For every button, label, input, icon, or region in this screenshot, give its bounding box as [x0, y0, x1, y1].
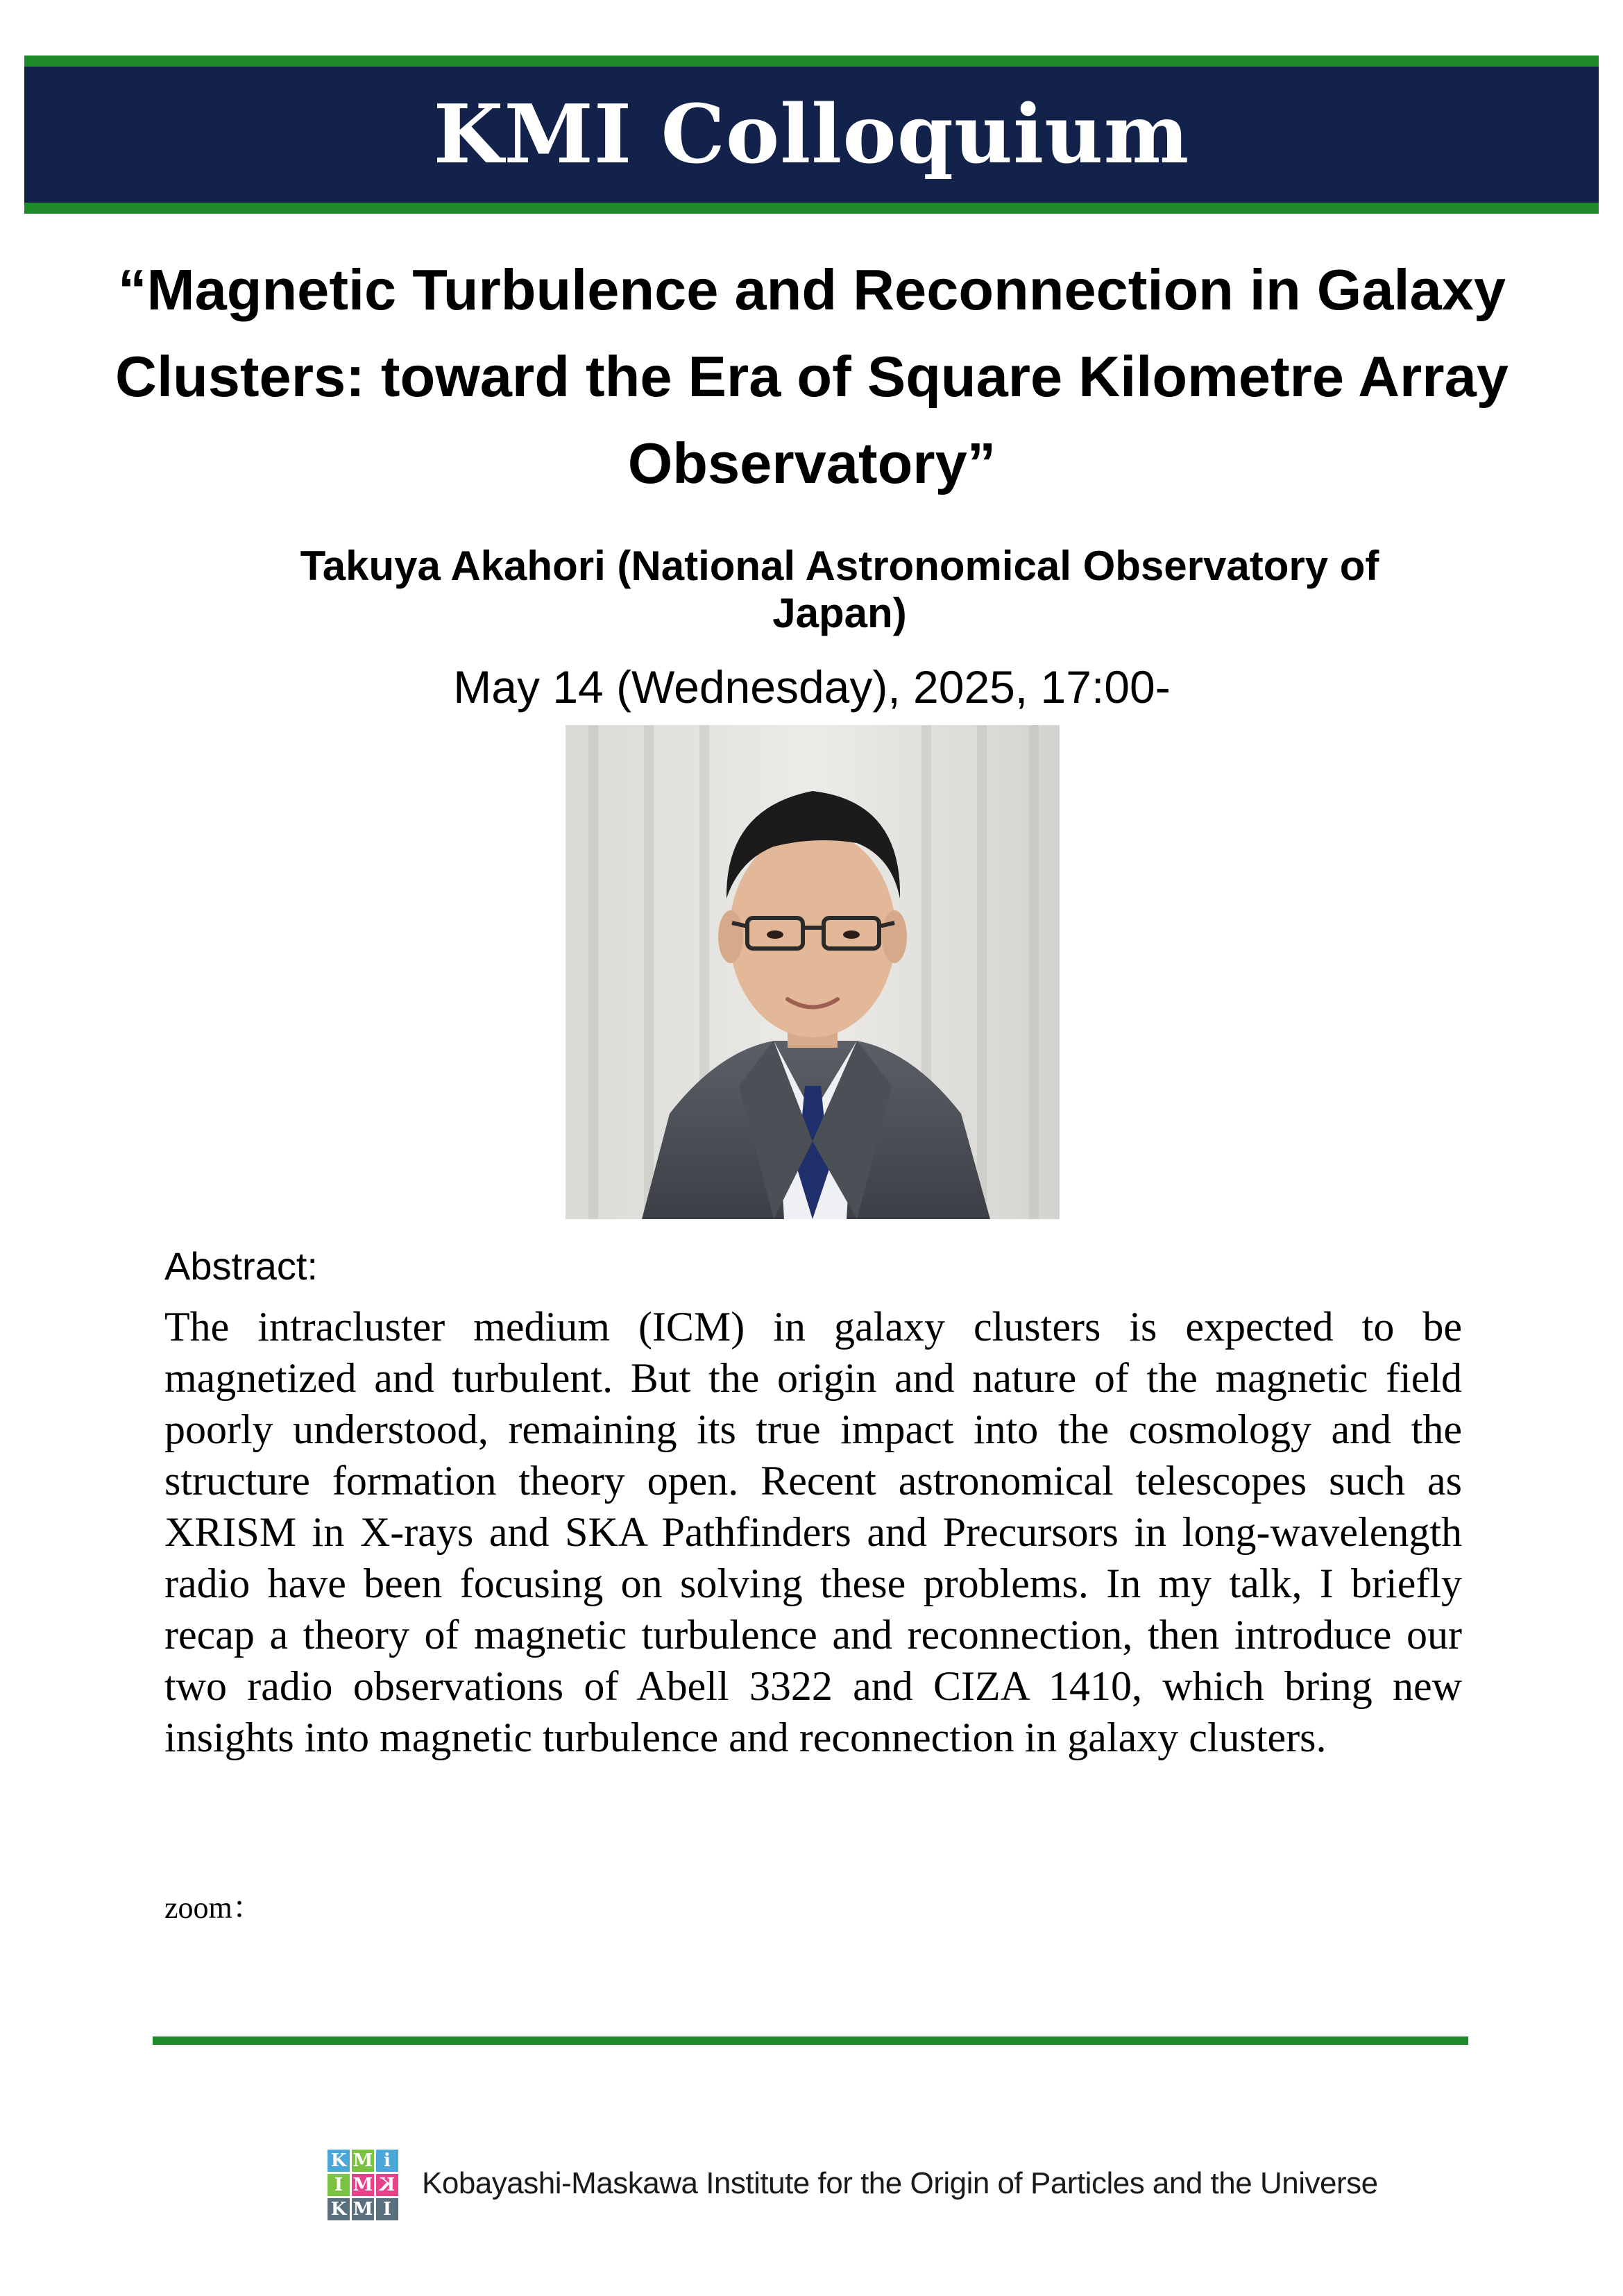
kmi-logo-cell: K [328, 2150, 350, 2172]
kmi-logo-cell: M [352, 2150, 373, 2171]
kmi-logo [328, 2150, 398, 2220]
talk-title-line: Clusters: toward the Era of Square Kilometre Array [115, 344, 1509, 409]
abstract-heading: Abstract: [164, 1244, 318, 1288]
abstract-text: The intracluster medium (ICM) in galaxy clusters is expected to be magnetized and turbulent. But the origin and nature of the magnetic field poorly understood, remaining its true impact into the cosmology and the structure formation theory open. Recent astronomical telescopes such as XRISM in X-rays and SKA Pathfinders and Precursors in long-wavelength radio have been focusing on solving these problems. In my talk, I briefly recap a theory of magnetic turbulence and reconnection, then introduce our two radio observations of Abell 3322 and CIZA 1410, which bring new insights into magnetic turbulence and reconnection in galaxy clusters. [164, 1304, 1462, 1760]
kmi-logo-cell: I [376, 2198, 398, 2220]
zoom-label: zoom： [164, 1891, 263, 1925]
institute-name: Kobayashi-Maskawa Institute for the Origin of Particles and the Universe [422, 2166, 1378, 2200]
footer-divider [153, 2036, 1468, 2045]
kmi-logo-cell: i [376, 2150, 398, 2172]
speaker-photo [566, 725, 1060, 1219]
speaker-line: Takuya Akahori (National Astronomical Observatory of [300, 543, 1379, 589]
kmi-logo-cell: I [328, 2174, 350, 2196]
speaker [236, 543, 1443, 637]
talk-date: May 14 (Wednesday), 2025, 17:00- [453, 661, 1171, 713]
kmi-logo-cell: K [328, 2198, 350, 2220]
kmi-logo-cell: M [352, 2199, 373, 2220]
speaker-line: Japan) [772, 590, 907, 636]
talk-title-line: Observatory” [627, 431, 996, 495]
header-banner [24, 56, 1599, 214]
kmi-logo-cell: M [352, 2175, 373, 2195]
kmi-logo-cell: K [376, 2174, 398, 2196]
talk-title [49, 246, 1575, 507]
talk-title-line: “Magnetic Turbulence and Reconnection in Galaxy [117, 257, 1506, 322]
colloquium-title: KMI Colloquium [433, 87, 1190, 182]
